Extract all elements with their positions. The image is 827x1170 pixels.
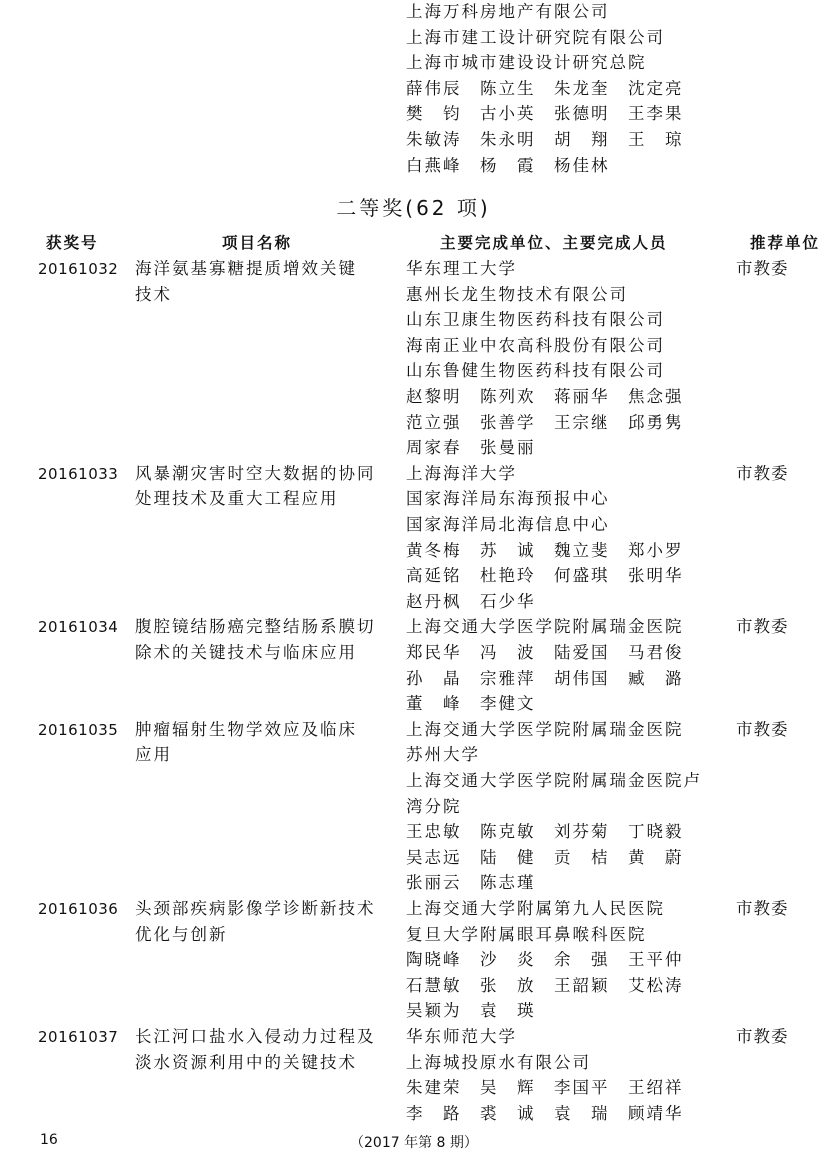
unit-line: 上海城投原水有限公司 <box>406 1052 591 1072</box>
unit-line: 朱建荣 吴 辉 李国平 王绍祥 <box>406 1078 684 1098</box>
recommender: 市教委 <box>736 259 789 278</box>
award-number: 20161033 <box>38 464 119 483</box>
project-name-line: 长江河口盐水入侵动力过程及 <box>135 1027 376 1046</box>
unit-line: 赵黎明 陈列欢 蒋丽华 焦念强 <box>406 387 684 406</box>
unit-line: 华东师范大学 <box>406 1027 517 1046</box>
unit-line: 石慧敏 张 放 王韶颖 艾松涛 <box>406 975 684 995</box>
column-header-award-no: 获奖号 <box>46 234 99 252</box>
unit-line: 赵丹枫 石少华 <box>406 591 536 611</box>
project-name-line: 应用 <box>135 745 172 765</box>
column-header-project: 项目名称 <box>222 234 293 252</box>
section-heading: 二等奖(62 项) <box>336 196 491 220</box>
unit-line: 王忠敏 陈克敏 刘芬菊 丁晓毅 <box>406 822 684 842</box>
unit-line: 海南正业中农高科股份有限公司 <box>406 335 665 355</box>
unit-line: 孙 晶 宗雅萍 胡伟国 臧 潞 <box>406 668 684 688</box>
unit-line: 上海交通大学医学院附属瑞金医院卢 <box>406 771 702 790</box>
unit-line: 惠州长龙生物技术有限公司 <box>406 284 628 304</box>
project-name-line: 海洋氨基寡糖提质增效关键 <box>135 259 357 278</box>
unit-line: 山东鲁健生物医药科技有限公司 <box>406 361 665 381</box>
recommender: 市教委 <box>736 899 789 918</box>
unit-line: 上海交通大学医学院附属瑞金医院 <box>406 617 684 637</box>
issue-label: （2017 年第 8 期） <box>350 1135 478 1151</box>
award-number: 20161035 <box>38 720 119 739</box>
recommender: 市教委 <box>736 617 789 637</box>
unit-line: 苏州大学 <box>406 745 480 765</box>
unit-line: 国家海洋局北海信息中心 <box>406 515 610 534</box>
unit-line: 上海市城市建设设计研究总院 <box>406 53 647 73</box>
unit-line: 李 路 裘 诚 袁 瑞 顾靖华 <box>406 1103 684 1123</box>
unit-line: 范立强 张善学 王宗继 邱勇隽 <box>406 412 684 432</box>
project-name-line: 腹腔镜结肠癌完整结肠系膜切 <box>135 617 376 637</box>
unit-line: 樊 钧 古小英 张德明 王李果 <box>406 104 684 124</box>
unit-line: 薛伟辰 陈立生 朱龙奎 沈定亮 <box>406 78 684 98</box>
unit-line: 朱敏涛 朱永明 胡 翔 王 琼 <box>406 130 684 149</box>
unit-line: 国家海洋局东海预报中心 <box>406 489 610 509</box>
page-number: 16 <box>40 1132 58 1148</box>
project-name-line: 技术 <box>135 284 172 304</box>
unit-line: 黄冬梅 苏 诚 魏立斐 郑小罗 <box>406 540 684 560</box>
award-number: 20161032 <box>38 260 119 278</box>
unit-line: 上海交通大学医学院附属瑞金医院 <box>406 719 684 739</box>
unit-line: 张丽云 陈志瑾 <box>406 873 536 893</box>
unit-line: 郑民华 冯 波 陆爱国 马君俊 <box>406 643 684 662</box>
unit-line: 上海海洋大学 <box>406 463 517 483</box>
unit-line: 山东卫康生物医药科技有限公司 <box>406 310 665 330</box>
unit-line: 白燕峰 杨 霞 杨佳林 <box>406 155 610 175</box>
unit-line: 周家春 张曼丽 <box>406 438 536 458</box>
unit-line: 吴志远 陆 健 贡 桔 黄 蔚 <box>406 847 684 867</box>
unit-line: 湾分院 <box>406 796 462 816</box>
recommender: 市教委 <box>736 719 789 739</box>
project-name-line: 处理技术及重大工程应用 <box>135 489 339 509</box>
unit-line: 上海万科房地产有限公司 <box>406 2 610 21</box>
award-number: 20161036 <box>38 900 119 918</box>
recommender: 市教委 <box>736 463 789 483</box>
unit-line: 高延铭 杜艳玲 何盛琪 张明华 <box>406 566 684 586</box>
award-number: 20161034 <box>38 618 119 637</box>
unit-line: 陶晓峰 沙 炎 余 强 王平仲 <box>406 950 684 970</box>
recommender: 市教委 <box>736 1027 789 1046</box>
unit-line: 上海市建工设计研究院有限公司 <box>406 27 665 47</box>
unit-line: 复旦大学附属眼耳鼻喉科医院 <box>406 924 647 944</box>
column-header-units: 主要完成单位、主要完成人员 <box>440 234 668 252</box>
project-name-line: 淡水资源利用中的关键技术 <box>135 1052 357 1072</box>
unit-line: 华东理工大学 <box>406 259 517 278</box>
project-name-line: 肿瘤辐射生物学效应及临床 <box>135 719 357 739</box>
unit-line: 上海交通大学附属第九人民医院 <box>406 899 665 918</box>
project-name-line: 头颈部疾病影像学诊断新技术 <box>135 899 376 918</box>
award-number: 20161037 <box>38 1028 119 1046</box>
project-name-line: 优化与创新 <box>135 924 228 944</box>
unit-line: 吴颖为 袁 瑛 <box>406 1001 536 1021</box>
project-name-line: 风暴潮灾害时空大数据的协同 <box>135 463 376 483</box>
column-header-recommender: 推荐单位 <box>750 234 821 252</box>
project-name-line: 除术的关键技术与临床应用 <box>135 643 357 662</box>
unit-line: 董 峰 李健文 <box>406 694 536 714</box>
